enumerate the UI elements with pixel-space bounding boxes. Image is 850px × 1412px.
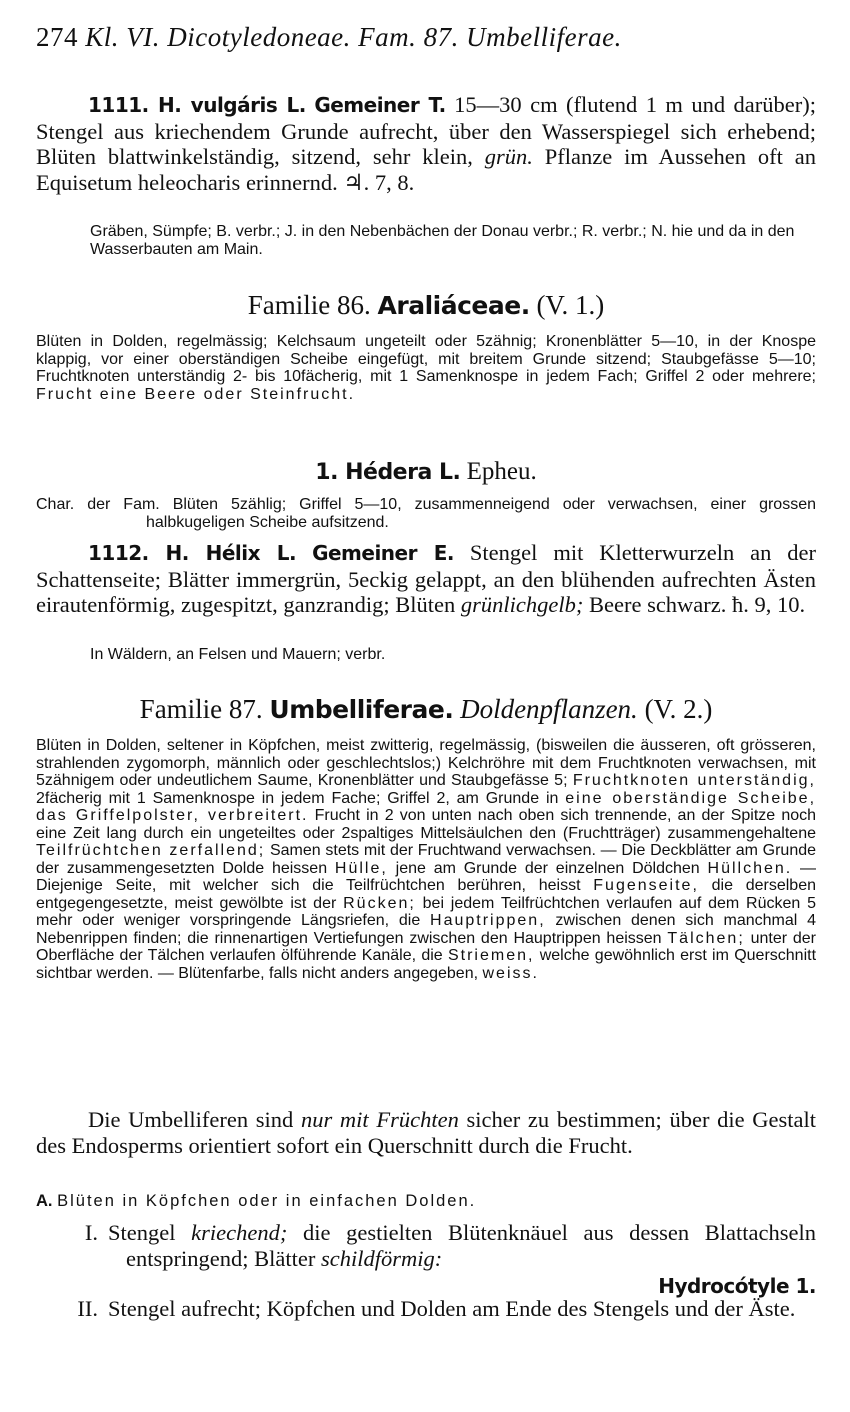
species-1111-color: grün.	[484, 144, 533, 169]
genus-hedera-characteristics: Char. der Fam. Blüten 5zählig; Griffel 5—10, zusammenneigend oder verwachsen, einer grossen halbkugeligen Scheibe aufsitzend.	[36, 496, 816, 531]
species-1111-habitat: Gräben, Sümpfe; B. verbr.; J. in den Nebenbächen der Donau verbr.; R. verbr.; N. hie und da in den Wasserbauten am Main.	[90, 223, 795, 258]
family-87-description	[36, 737, 816, 982]
family-87-fugenseite: Fugenseite,	[593, 877, 699, 894]
family-87-desc-c: Frucht in 2 von unten nach oben sich trennende, an der Spitze noch eine Zeit lang durch ein ungeteiltes oder 2spaltiges Mittelsäulchen den (Fruchtträger) zusammengehaltene	[36, 807, 817, 842]
key-i-result: Hydrocótyle 1.	[658, 1274, 816, 1298]
key-ii-number: II.	[77, 1296, 98, 1321]
species-1112-habitat: In Wäldern, an Felsen und Mauern; verbr.	[90, 646, 386, 663]
species-1111-common-name: Gemeiner T.	[314, 93, 446, 117]
note-italic: nur mit Früchten	[300, 1107, 459, 1132]
key-item-i	[36, 1220, 816, 1300]
family-87-scheibe: eine oberständige Scheibe, das Griffelpolster, verbreitert.	[36, 789, 817, 824]
genus-hedera-title	[36, 458, 816, 486]
key-i-italic-2: schildförmig:	[320, 1245, 443, 1271]
family-86-title	[36, 290, 816, 321]
species-1111-entry	[36, 92, 816, 195]
family-87-title	[36, 694, 816, 725]
family-87-huellchen: Hüllchen.	[707, 859, 793, 877]
family-87-desc-d: Samen stets mit der Fruchtwand verwachsen. — Die Deckblätter am Grunde der zusammengesetzten Dolde heissen	[36, 842, 817, 877]
key-i-text-1: Stengel	[108, 1220, 176, 1245]
key-i-italic-1: kriechend;	[191, 1220, 288, 1245]
key-a-label: A.	[36, 1192, 53, 1210]
identification-note	[36, 1107, 816, 1158]
family-87-desc-b: 2fächerig mit 1 Samenknospe in jedem Fache; Griffel 2, am Grunde in	[36, 789, 559, 807]
family-87-hauptrippen: Hauptrippen,	[430, 912, 546, 929]
family-87-ruecken: Rücken;	[343, 894, 416, 912]
key-i-text-2: die gestielten Blütenknäuel aus dessen Blattachseln entspringend; Blätter	[126, 1220, 817, 1271]
key-item-ii	[36, 1296, 816, 1322]
note-part-2: sicher zu bestimmen; über die Gestalt des Endosperms orientiert sofort ein Querschnitt durch die Frucht.	[36, 1107, 817, 1158]
species-1112-common-name: Gemeiner E.	[312, 541, 454, 565]
species-1112-description-2: Beere schwarz. ħ. 9, 10.	[588, 592, 806, 617]
family-86-label: Familie 86.	[247, 290, 371, 320]
family-87-desc-h: bei jedem Teilfrüchtchen verlaufen auf dem Rücken 5 mehr oder weniger vorspringende Längsriefen, die	[36, 894, 817, 929]
family-87-weiss: weiss.	[482, 964, 539, 982]
family-87-taelchen: Tälchen;	[667, 929, 745, 947]
family-87-desc-k: welche gewöhnlich erst im Querschnitt sichtbar werden. — Blütenfarbe, falls nicht anders angegeben,	[36, 947, 817, 982]
family-87-class: (V. 2.)	[644, 694, 713, 724]
key-section-a	[36, 1193, 816, 1211]
family-86-class: (V. 1.)	[536, 290, 605, 320]
family-86-description	[36, 333, 816, 403]
running-header	[36, 22, 816, 53]
family-87-desc-i: zwischen denen sich manchmal 4 Nebenrippen finden; die rinnenartigen Vertiefungen zwischen den Hauptrippen heissen	[36, 912, 816, 947]
genus-hedera-name: 1. Hédera L.	[315, 460, 461, 485]
note-part-1: Die Umbelliferen sind	[88, 1107, 294, 1132]
family-86-fruit: Frucht eine Beere oder Steinfrucht.	[36, 385, 356, 403]
family-87-name: Umbelliferae.	[269, 695, 454, 724]
species-1111-name: 1111. H. vulgáris L.	[88, 93, 306, 117]
family-87-fruchtknoten: Fruchtknoten unterständig,	[572, 772, 816, 789]
family-87-german-name: Doldenpflanzen.	[460, 694, 638, 724]
running-title: Kl. VI. Dicotyledoneae. Fam. 87. Umbelliferae.	[85, 22, 622, 52]
key-i-number: I.	[84, 1220, 98, 1245]
family-87-desc-a: Blüten in Dolden, seltener in Köpfchen, meist zwitterig, regelmässig, (bisweilen die äusseren, oft grösseren, strahlenden zygomorph, männlich oder geschlechtslos;) Kelchröhre mit dem Fruchtknoten verwachsen, mit 5zähnigem oder undeutlichem Saume, Kronenblätter und Staubgefässe 5;	[36, 737, 816, 789]
family-87-desc-f: — Diejenige Seite, mit welcher sich die Teilfrüchtchen berühren, heisst	[36, 859, 817, 894]
key-a-text: Blüten in Köpfchen oder in einfachen Dolden.	[57, 1192, 477, 1210]
key-ii-text: Stengel aufrecht; Köpfchen und Dolden am Ende des Stengels und der Äste.	[108, 1296, 796, 1321]
genus-hedera-common: Epheu.	[466, 458, 537, 485]
family-87-teilfruechtchen: Teilfrüchtchen zerfallend;	[36, 842, 266, 859]
species-1112-color: grünlichgelb;	[460, 592, 584, 617]
species-1112-description: Stengel mit Kletterwurzeln an der Schattenseite; Blätter immergrün, 5eckig gelappt, an den blühenden aufrechten Ästen eirautenförmig, zugespitzt, ganzrandig; Blüten	[36, 540, 816, 617]
family-86-name: Araliáceae.	[377, 291, 530, 320]
family-87-desc-g: die derselben entgegengesetzte, meist gewölbte ist der	[36, 877, 817, 912]
species-1112-entry	[36, 540, 816, 618]
species-1111-description: 15—30 cm (flutend 1 m und darüber); Stengel aus kriechendem Grunde aufrecht, über den Wasserspiegel sich erhebend; Blüten blattwinkelständig, sitzend, sehr klein,	[36, 92, 817, 169]
page-number: 274	[36, 22, 78, 52]
family-87-desc-e: jene am Grunde der einzelnen Döldchen	[395, 859, 700, 877]
species-1112-name: 1112. H. Hélix L.	[88, 541, 297, 565]
family-87-striemen: Striemen,	[447, 947, 535, 964]
family-87-label: Familie 87.	[139, 694, 263, 724]
family-86-desc-text: Blüten in Dolden, regelmässig; Kelchsaum ungeteilt oder 5zähnig; Kronenblätter 5—10, in der Knospe klappig, vor einer oberständigen Scheibe eingefügt, mit breitem Grunde sitzend; Staubgefässe 5—10; Fruchtknoten unterständig 2- bis 10fächerig, mit 1 Samenknospe in jedem Fach; Griffel 2 oder mehrere;	[36, 333, 816, 385]
species-1111-description-2: Pflanze im Aussehen oft an Equisetum heleocharis erinnernd. ♃. 7, 8.	[36, 144, 816, 195]
family-87-huelle: Hülle,	[334, 859, 388, 877]
family-87-desc-j: unter der Oberfläche der Tälchen verlaufen ölführende Kanäle, die	[36, 929, 816, 964]
